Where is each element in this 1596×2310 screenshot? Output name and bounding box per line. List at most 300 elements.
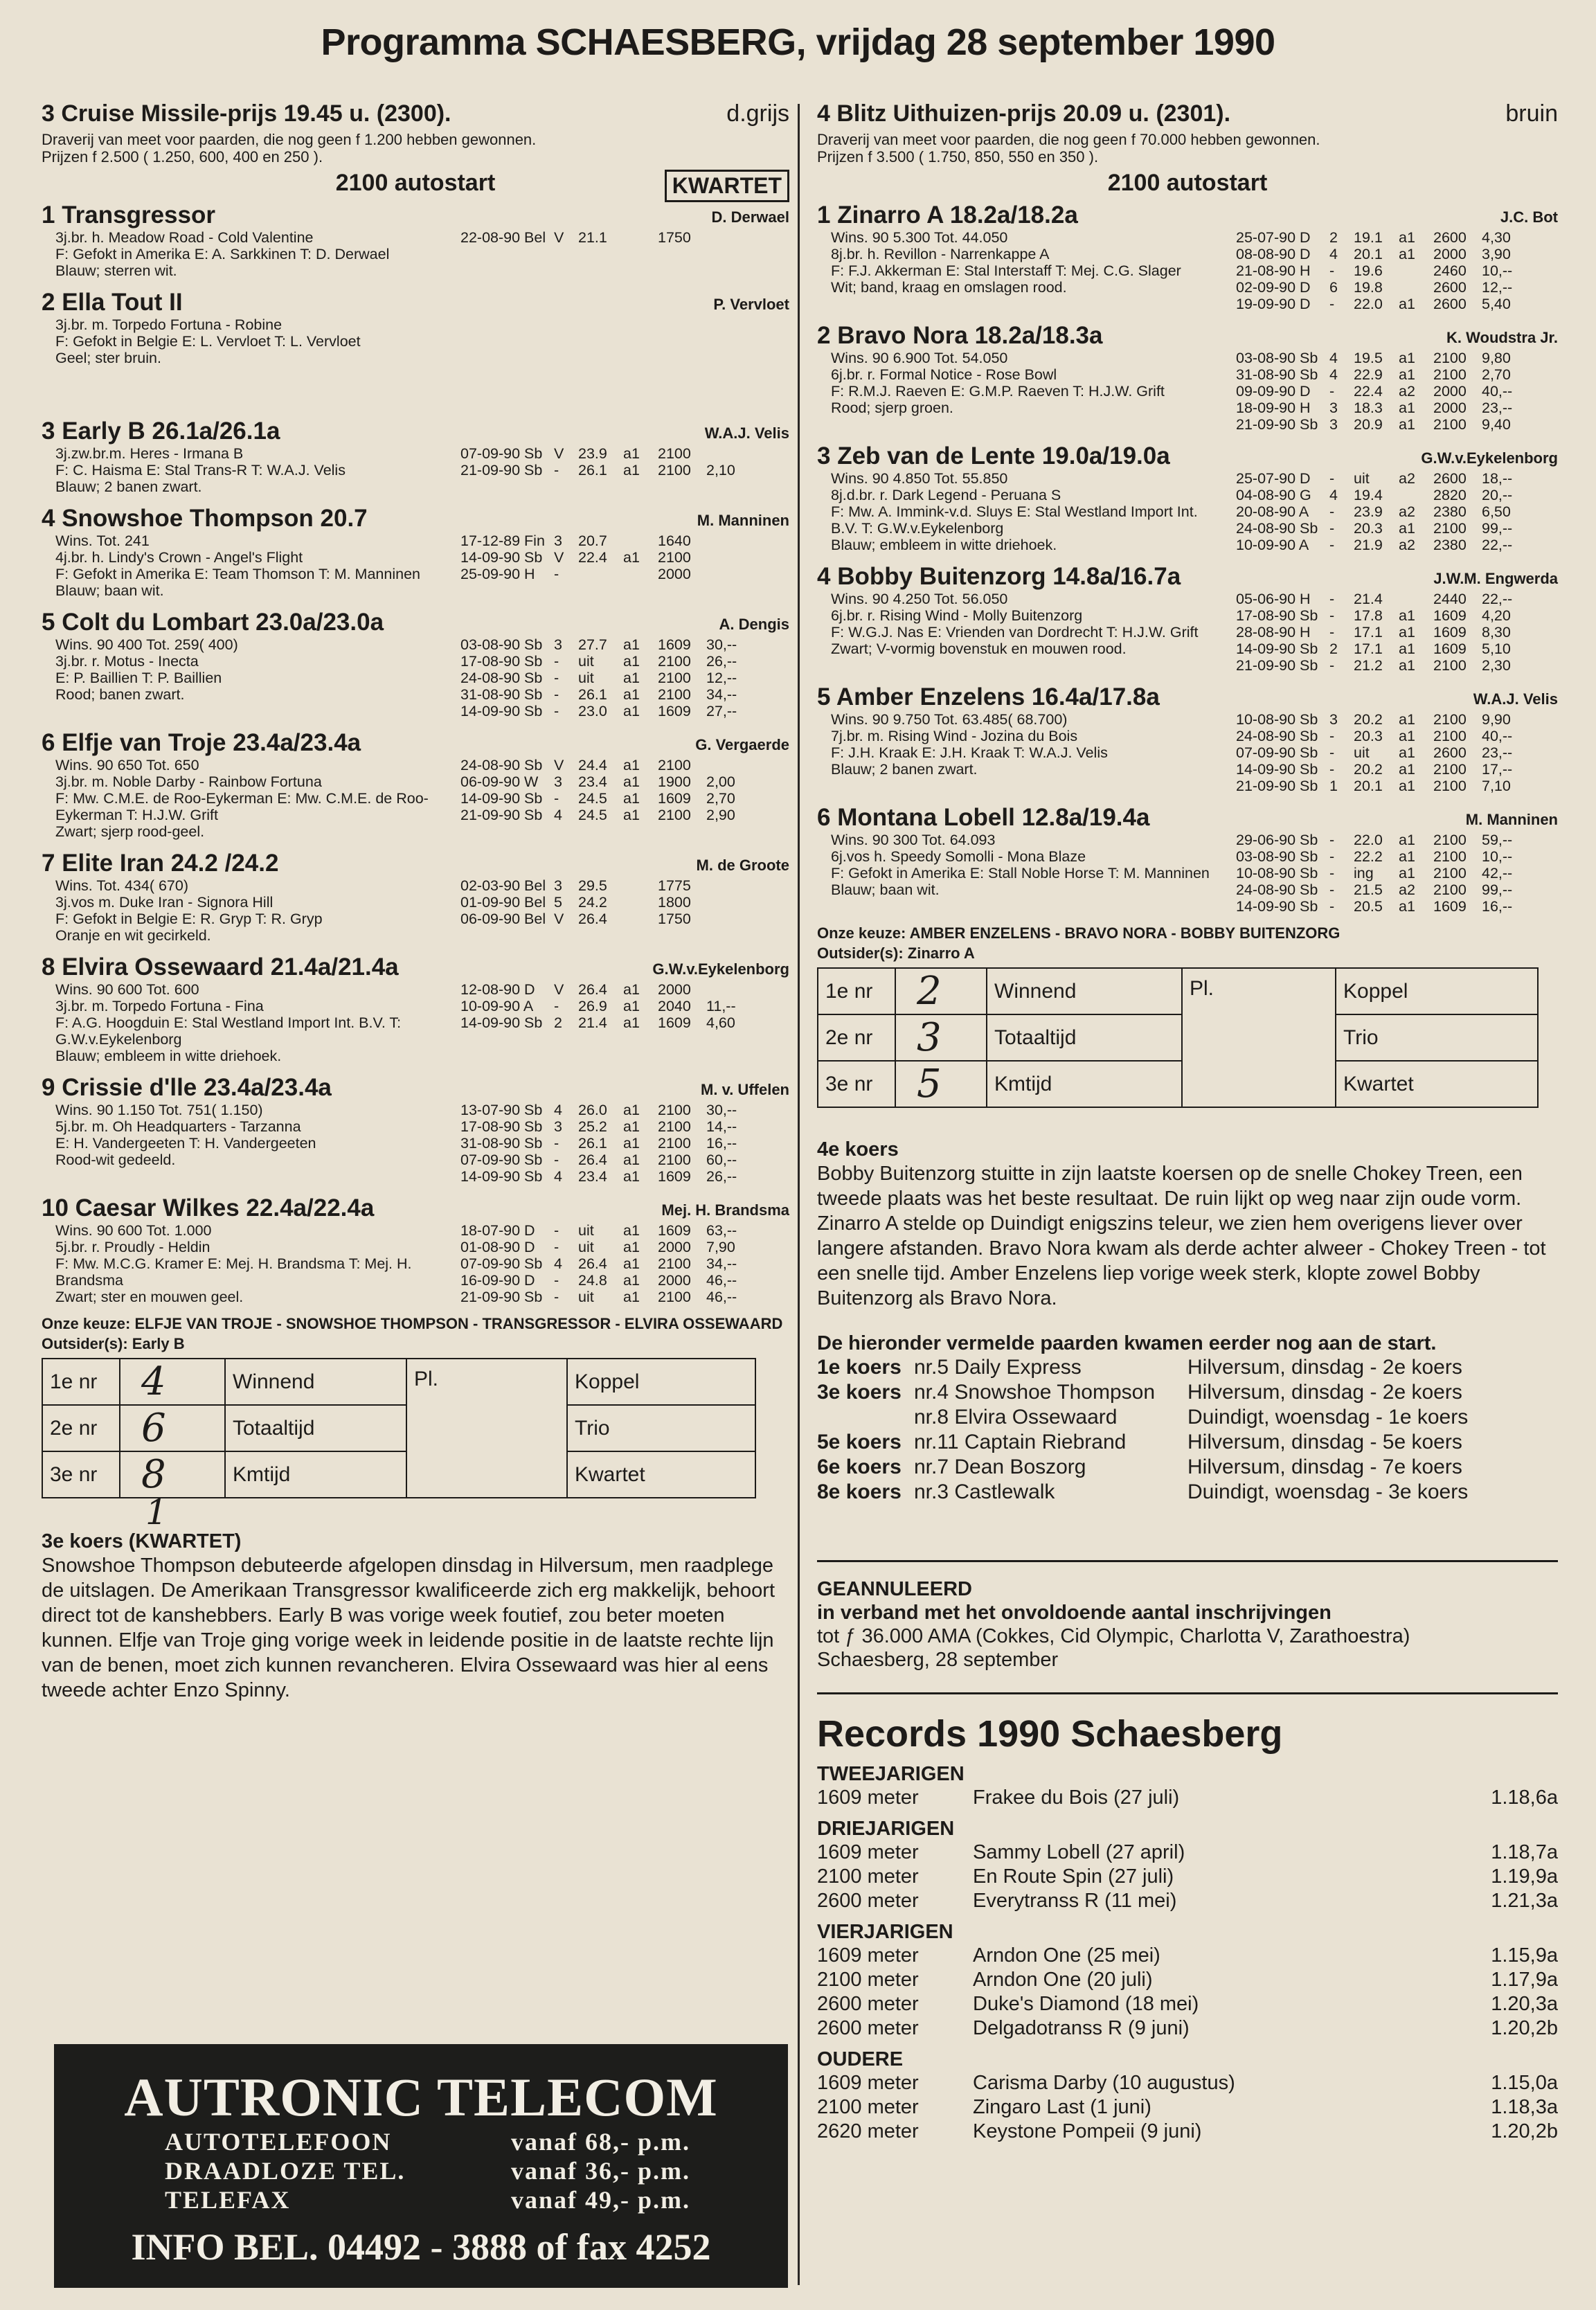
start-cell: a1: [623, 653, 640, 670]
horse-info-line: 6j.br. r. Rising Wind - Molly Buitenzorg: [831, 607, 1083, 624]
start-cell: a2: [1399, 503, 1415, 520]
handwritten-extra: 1: [145, 1492, 168, 1532]
race-comment: Snowshoe Thompson debuteerde afgelopen dinsdag in Hilversum, men raadplege de uitslagen. De Amerikaan Transgressor kwalificeerde zich erg makkelijk, behoort direct tot de kanshebbers. Early B was vorige week foutief, zou beter moeten kunnen. Elfje van Troje ging vorige week in leidende positie in de laatste rechte lijn van de benen, moet zich kunnen revancheren. Elvira Ossewaard was hier al eens tweede achter Enzo Spinny.: [42, 1555, 775, 1701]
start-cell: a1: [1399, 711, 1415, 728]
bet-form: [42, 1358, 756, 1498]
start-cell: 22.0: [1354, 832, 1383, 848]
start-cell: 7,10: [1482, 778, 1511, 794]
horse-info: [831, 470, 1219, 553]
ad-offer-price: vanaf 49,- p.m.: [511, 2186, 691, 2214]
record-time: 1.18,6a: [1491, 1787, 1558, 1809]
start-cell: -: [554, 670, 559, 686]
start-cell: 3: [554, 532, 562, 549]
start-cell: a1: [1399, 657, 1415, 674]
record-distance: 2600 meter: [817, 1890, 919, 1912]
start-cell: -: [1329, 832, 1335, 848]
record-group-heading: DRIEJARIGEN: [817, 1818, 955, 1840]
start-cell: V: [554, 229, 564, 246]
start-cell: uit: [1354, 744, 1370, 761]
start-cell: -: [1329, 744, 1335, 761]
race-header: [42, 100, 789, 131]
start-cell: 2100: [658, 653, 691, 670]
record-time: 1.15,0a: [1491, 2072, 1558, 2094]
start-cell: 20.1: [1354, 778, 1383, 794]
horse-name: 1 Transgressor: [42, 202, 215, 229]
start-cell: 26.4: [578, 981, 607, 998]
start-cell: 18-07-90 D: [460, 1222, 535, 1239]
start-cell: 1609: [658, 1222, 691, 1239]
start-cell: 2100: [1433, 657, 1467, 674]
earlier-horse: nr.11 Captain Riebrand: [914, 1431, 1127, 1453]
ad-offer-price: vanaf 36,- p.m.: [511, 2157, 691, 2185]
start-cell: 10,--: [1482, 262, 1513, 279]
horse-info-line: 4j.br. h. Lindy's Crown - Angel's Flight: [55, 549, 303, 566]
start-cell: 23.9: [1354, 503, 1383, 520]
start-cell: 2100: [658, 1152, 691, 1168]
start-cell: 22,--: [1482, 537, 1513, 553]
start-cell: a1: [623, 757, 640, 773]
record-distance: 1609 meter: [817, 1944, 919, 1967]
horse-entry: [42, 202, 789, 279]
start-cell: 2100: [1433, 520, 1467, 537]
earlier-where: Duindigt, woensdag - 1e koers: [1187, 1406, 1469, 1429]
start-cell: 14,--: [706, 1118, 737, 1135]
horse-info-line: Zwart; sjerp rood-geel.: [55, 823, 205, 840]
outsiders: Outsider(s): Zinarro A: [817, 944, 975, 962]
record-distance: 2620 meter: [817, 2120, 919, 2142]
horse-info-line: 6j.vos h. Speedy Somolli - Mona Blaze: [831, 848, 1086, 865]
horse-name: 5 Colt du Lombart 23.0a/23.0a: [42, 609, 384, 636]
horse-driver: J.C. Bot: [1500, 208, 1558, 226]
horse-info: [831, 350, 1219, 416]
start-cell: 10-08-90 Sb: [1236, 711, 1318, 728]
record-row: [817, 2016, 1558, 2041]
horse-driver: G. Vergaerde: [695, 736, 789, 753]
horse-info-line: F: C. Haisma E: Stal Trans-R T: W.A.J. Velis: [55, 462, 346, 478]
start-cell: 1640: [658, 532, 691, 549]
start-cell: 1609: [658, 636, 691, 653]
horse-info-line: Rood-wit gedeeld.: [55, 1152, 176, 1168]
horse-name: 2 Bravo Nora 18.2a/18.3a: [817, 322, 1103, 349]
start-cell: a1: [623, 981, 640, 998]
start-cell: a1: [1399, 416, 1415, 433]
start-cell: -: [1329, 898, 1335, 915]
start-cell: 10-08-90 Sb: [1236, 865, 1318, 881]
start-cell: 4: [554, 1102, 562, 1118]
record-row: [817, 1841, 1558, 1865]
start-cell: 17,--: [1482, 761, 1513, 778]
start-cell: 26,--: [706, 1168, 737, 1185]
start-cell: -: [1329, 624, 1335, 641]
start-cell: a1: [623, 1239, 640, 1255]
horse-info-line: 3j.br. m. Torpedo Fortuna - Robine: [55, 316, 283, 333]
start-cell: -: [554, 1135, 559, 1152]
start-cell: 2440: [1433, 591, 1467, 607]
start-cell: a1: [1399, 761, 1415, 778]
cancelled-races: tot ƒ 36.000 AMA (Cokkes, Cid Olympic, Charlotta V, Zarathoestra): [817, 1625, 1410, 1647]
start-cell: 10-09-90 A: [1236, 537, 1309, 553]
start-cell: 12-08-90 D: [460, 981, 535, 998]
start-cell: a1: [623, 1289, 640, 1305]
start-cell: 2,00: [706, 773, 735, 790]
bet-pick-2[interactable]: [895, 1014, 987, 1061]
start-cell: 2100: [658, 1255, 691, 1272]
start-cell: 2000: [658, 1272, 691, 1289]
start-cell: 2100: [658, 462, 691, 478]
horse-info-line: Wins. 90 600 Tot. 1.000: [55, 1222, 212, 1239]
ad-offer-price: vanaf 68,- p.m.: [511, 2128, 691, 2156]
start-cell: 2100: [658, 807, 691, 823]
start-cell: a1: [623, 807, 640, 823]
start-cell: 14-09-90 Sb: [460, 1014, 543, 1031]
horse-info-line: F: W.G.J. Nas E: Vrienden van Dordrecht T: H.J.W. Grift: [831, 624, 1199, 641]
start-cell: 24-08-90 Sb: [460, 757, 543, 773]
start-cell: -: [1329, 728, 1335, 744]
earlier-race: 5e koers: [817, 1431, 902, 1453]
start-cell: 2600: [1433, 470, 1467, 487]
column-divider: [798, 104, 800, 2285]
record-time: 1.20,3a: [1491, 1993, 1558, 2015]
start-cell: a1: [623, 1152, 640, 1168]
start-cell: a1: [623, 686, 640, 703]
start-cell: 21.2: [1354, 657, 1383, 674]
horse-name: 4 Snowshoe Thompson 20.7: [42, 505, 368, 532]
record-row: [817, 1786, 1558, 1810]
start-cell: -: [1329, 520, 1335, 537]
start-cell: 30,--: [706, 1102, 737, 1118]
start-cell: 1900: [658, 773, 691, 790]
start-cell: 17-08-90 Sb: [460, 1118, 543, 1135]
horse-info-line: Wins. Tot. 241: [55, 532, 150, 549]
start-cell: 2600: [1433, 229, 1467, 246]
start-cell: a1: [1399, 848, 1415, 865]
start-cell: -: [1329, 262, 1335, 279]
start-cell: 63,--: [706, 1222, 737, 1239]
start-cell: -: [1329, 503, 1335, 520]
start-cell: 2000: [658, 566, 691, 582]
horse-driver: D. Derwael: [711, 208, 789, 226]
horse-info-line: Oranje en wit gecirkeld.: [55, 927, 211, 944]
horse-info-line: Geel; ster bruin.: [55, 350, 161, 366]
start-cell: 26.0: [578, 1102, 607, 1118]
start-cell: a1: [623, 462, 640, 478]
start-cell: uit: [578, 670, 594, 686]
horse-driver: K. Woudstra Jr.: [1446, 329, 1558, 346]
start-cell: 22.9: [1354, 366, 1383, 383]
comment-heading: 3e koers (KWARTET): [42, 1530, 242, 1552]
earlier-start-row: [817, 1380, 1558, 1405]
earlier-start-row: [817, 1455, 1558, 1480]
start-cell: 2000: [1433, 383, 1467, 400]
start-cell: 01-09-90 Bel: [460, 894, 546, 911]
horse-info-line: 3j.br. m. Torpedo Fortuna - Fina: [55, 998, 264, 1014]
start-cell: 13-07-90 Sb: [460, 1102, 543, 1118]
start-cell: 2040: [658, 998, 691, 1014]
race-title: 3 Cruise Missile-prijs 19.45 u. (2300).: [42, 100, 451, 127]
start-cell: 11,--: [706, 998, 736, 1014]
start-cell: V: [554, 981, 564, 998]
horse-info: [55, 316, 443, 366]
earlier-horse: nr.7 Dean Boszorg: [914, 1456, 1086, 1478]
start-cell: 21-08-90 H: [1236, 262, 1311, 279]
start-cell: 23,--: [1482, 400, 1513, 416]
horse-name: 3 Early B 26.1a/26.1a: [42, 418, 280, 445]
start-cell: 3: [1329, 400, 1338, 416]
record-distance: 2600 meter: [817, 2017, 919, 2039]
start-cell: a1: [1399, 865, 1415, 881]
earlier-start-row: [817, 1355, 1558, 1380]
start-cell: 4: [1329, 350, 1338, 366]
start-cell: -: [554, 462, 559, 478]
race-comment: Bobby Buitenzorg stuitte in zijn laatste koersen op de snelle Chokey Treen, een tweede plaats was het beste resultaat. De ruin lijkt op weg naar zijn oude vorm. Zinarro A stelde op Duindigt enigszins teleur, we zien hem overigens liever over langere afstanden. Bravo Nora kwam als derde achter alweer - Chokey Treen - tot een snelle tijd. Amber Enzelens liep vorige week sterk, klopte zowel Bobby Buitenzorg als Bravo Nora.: [817, 1163, 1546, 1309]
start-cell: -: [1329, 296, 1335, 312]
start-cell: V: [554, 445, 564, 462]
start-cell: 2,10: [706, 462, 735, 478]
start-cell: 4: [554, 1168, 562, 1185]
start-cell: 21.4: [578, 1014, 607, 1031]
horse-info: [55, 757, 443, 840]
start-cell: a1: [623, 1255, 640, 1272]
start-cell: 2600: [1433, 279, 1467, 296]
start-cell: 2100: [658, 1118, 691, 1135]
record-horse: Zingaro Last (1 juni): [973, 2096, 1151, 2118]
record-distance: 2100 meter: [817, 2096, 919, 2118]
record-horse: Carisma Darby (10 augustus): [973, 2072, 1235, 2094]
record-time: 1.15,9a: [1491, 1944, 1558, 1967]
start-cell: -: [1329, 537, 1335, 553]
start-cell: 2460: [1433, 262, 1467, 279]
start-cell: a1: [1399, 246, 1415, 262]
start-cell: 2000: [658, 1239, 691, 1255]
bet-pick-3[interactable]: [120, 1451, 225, 1498]
record-horse: Everytranss R (11 mei): [973, 1890, 1177, 1912]
horse-driver: G.W.v.Eykelenborg: [1421, 449, 1558, 467]
start-cell: 2100: [1433, 728, 1467, 744]
start-cell: 21-09-90 Sb: [1236, 778, 1318, 794]
start-cell: 4: [1329, 246, 1338, 262]
start-cell: a1: [1399, 624, 1415, 641]
start-cell: 02-03-90 Bel: [460, 877, 546, 894]
bet-pick-3[interactable]: [895, 1061, 987, 1107]
start-cell: 23.9: [578, 445, 607, 462]
record-group-heading: VIERJARIGEN: [817, 1921, 953, 1943]
bet-type-totaaltijd: Totaaltijd: [225, 1405, 406, 1451]
horse-entry: [817, 563, 1558, 674]
start-cell: 24.2: [578, 894, 607, 911]
earlier-horse: nr.5 Daily Express: [914, 1356, 1082, 1379]
start-cell: 26.9: [578, 998, 607, 1014]
page-title: Programma SCHAESBERG, vrijdag 28 september 1990: [321, 21, 1275, 63]
record-group-heading: TWEEJARIGEN: [817, 1763, 965, 1785]
horse-info-line: Rood; banen zwart.: [55, 686, 185, 703]
bet-kwartet: Kwartet: [1336, 1061, 1538, 1107]
start-cell: a1: [623, 1168, 640, 1185]
start-cell: 14-09-90 Sb: [460, 790, 543, 807]
horse-info: [55, 532, 443, 599]
start-cell: 20.9: [1354, 416, 1383, 433]
start-cell: -: [554, 686, 559, 703]
start-cell: 21.1: [578, 229, 607, 246]
ad-contact: INFO BEL. 04492 - 3888 of fax 4252: [131, 2226, 711, 2268]
start-cell: 1609: [1433, 898, 1467, 915]
horse-info-line: Wins. 90 4.850 Tot. 55.850: [831, 470, 1008, 487]
start-cell: -: [1329, 761, 1335, 778]
outsiders: Outsider(s): Early B: [42, 1335, 185, 1352]
horse-driver: Mej. H. Brandsma: [661, 1201, 789, 1219]
bet-nr-3: 3e nr: [818, 1061, 895, 1107]
bet-pick-2[interactable]: [120, 1405, 225, 1451]
start-cell: uit: [578, 653, 594, 670]
start-cell: 16,--: [1482, 898, 1513, 915]
start-cell: 2,90: [706, 807, 735, 823]
cancelled-notice: [817, 1560, 1558, 1672]
horse-info-line: Wins. 90 4.250 Tot. 56.050: [831, 591, 1008, 607]
horse-info-line: Rood; sjerp groen.: [831, 400, 953, 416]
start-cell: 30,--: [706, 636, 737, 653]
start-cell: 20.5: [1354, 898, 1383, 915]
horse-info: [831, 832, 1219, 898]
earlier-where: Hilversum, dinsdag - 5e koers: [1187, 1431, 1462, 1453]
start-cell: 31-08-90 Sb: [460, 1135, 543, 1152]
record-horse: Keystone Pompeii (9 juni): [973, 2120, 1202, 2142]
start-cell: -: [1329, 881, 1335, 898]
start-cell: uit: [578, 1222, 594, 1239]
start-cell: 1609: [1433, 641, 1467, 657]
horse-info-line: 3j.br. h. Meadow Road - Cold Valentine: [55, 229, 314, 246]
record-horse: Sammy Lobell (27 april): [973, 1841, 1185, 1863]
start-cell: 40,--: [1482, 383, 1513, 400]
record-horse: Arndon One (20 juli): [973, 1969, 1153, 1991]
earlier-race: 3e koers: [817, 1381, 902, 1404]
earlier-race: 8e koers: [817, 1480, 902, 1503]
record-distance: 1609 meter: [817, 2072, 919, 2094]
start-cell: a2: [1399, 383, 1415, 400]
horse-name: 7 Elite Iran 24.2 /24.2: [42, 850, 279, 877]
bet-pick-1[interactable]: [120, 1359, 225, 1405]
ad-offer-label: TELEFAX: [165, 2186, 291, 2214]
start-cell: V: [554, 911, 564, 927]
horse-entry: [42, 850, 789, 944]
start-cell: a1: [1399, 778, 1415, 794]
start-cell: 24.5: [578, 807, 607, 823]
start-cell: a1: [623, 1135, 640, 1152]
bet-nr-2: 2e nr: [818, 1014, 895, 1061]
record-horse: Delgadotranss R (9 juni): [973, 2017, 1190, 2039]
start-cell: 1800: [658, 894, 691, 911]
start-cell: 4: [554, 1255, 562, 1272]
bet-nr-1: 1e nr: [818, 968, 895, 1014]
start-cell: a2: [1399, 881, 1415, 898]
start-cell: 29-06-90 Sb: [1236, 832, 1318, 848]
horse-info-line: Wit; band, kraag en omslagen rood.: [831, 279, 1067, 296]
horse-info-line: Blauw; sterren wit.: [55, 262, 177, 279]
start-cell: 26.4: [578, 911, 607, 927]
horse-info-line: Wins. 90 6.900 Tot. 54.050: [831, 350, 1008, 366]
start-cell: a1: [623, 549, 640, 566]
bet-pick-1[interactable]: [895, 968, 987, 1014]
start-cell: 17.1: [1354, 641, 1383, 657]
horse-driver: M. Manninen: [697, 512, 789, 529]
start-cell: 9,80: [1482, 350, 1511, 366]
horse-name: 10 Caesar Wilkes 22.4a/22.4a: [42, 1194, 375, 1221]
start-cell: 2100: [1433, 881, 1467, 898]
horse-info-line: F: J.H. Kraak E: J.H. Kraak T: W.A.J. Velis: [831, 744, 1108, 761]
start-cell: 2000: [1433, 246, 1467, 262]
start-cell: 2100: [658, 1135, 691, 1152]
horse-info-line: Zwart; ster en mouwen geel.: [55, 1289, 244, 1305]
start-cell: 21.9: [1354, 537, 1383, 553]
start-cell: 3: [1329, 416, 1338, 433]
start-cell: 2: [1329, 641, 1338, 657]
start-cell: 1750: [658, 911, 691, 927]
start-cell: -: [554, 1289, 559, 1305]
horse-entry: [42, 289, 789, 408]
start-cell: 2100: [658, 670, 691, 686]
race-conditions: Draverij van meet voor paarden, die nog geen f 70.000 hebben gewonnen.: [817, 131, 1320, 148]
start-cell: 34,--: [706, 686, 737, 703]
horse-list: [817, 202, 1558, 915]
start-cell: a1: [623, 636, 640, 653]
start-cell: a1: [623, 703, 640, 719]
start-cell: 21-09-90 Sb: [1236, 657, 1318, 674]
bet-nr-1: 1e nr: [42, 1359, 120, 1405]
start-cell: 26.4: [578, 1152, 607, 1168]
start-cell: 3: [554, 773, 562, 790]
start-cell: -: [554, 998, 559, 1014]
horse-entry: [817, 202, 1558, 312]
horse-info: [831, 229, 1219, 296]
start-cell: 14-09-90 Sb: [1236, 641, 1318, 657]
start-cell: 12,--: [706, 670, 737, 686]
race-conditions: Draverij van meet voor paarden, die nog geen f 1.200 hebben gewonnen.: [42, 131, 537, 148]
horse-entry: [42, 505, 789, 599]
start-cell: 10-09-90 A: [460, 998, 534, 1014]
start-cell: 20-08-90 A: [1236, 503, 1309, 520]
start-cell: 28-08-90 H: [1236, 624, 1311, 641]
start-cell: 25.2: [578, 1118, 607, 1135]
start-cell: 1609: [1433, 607, 1467, 624]
start-cell: 02-09-90 D: [1236, 279, 1311, 296]
start-cell: 17.1: [1354, 624, 1383, 641]
horse-name: 8 Elvira Ossewaard 21.4a/21.4a: [42, 953, 399, 981]
ad-company: AUTRONIC TELECOM: [124, 2067, 718, 2127]
start-cell: 19-09-90 D: [1236, 296, 1311, 312]
start-cell: V: [554, 757, 564, 773]
horse-name: 3 Zeb van de Lente 19.0a/19.0a: [817, 442, 1170, 469]
comment-heading: 4e koers: [817, 1138, 899, 1161]
horse-info: [55, 877, 443, 944]
advertisement: [54, 2044, 788, 2288]
start-cell: -: [1329, 383, 1335, 400]
start-cell: 5,40: [1482, 296, 1511, 312]
start-cell: 20.1: [1354, 246, 1383, 262]
start-cell: 14-09-90 Sb: [460, 703, 543, 719]
start-cell: 3: [554, 1118, 562, 1135]
start-cell: 18-09-90 H: [1236, 400, 1311, 416]
start-cell: -: [1329, 470, 1335, 487]
start-cell: 06-09-90 Bel: [460, 911, 546, 927]
start-cell: 26.1: [578, 462, 607, 478]
handwritten-pick: 5: [917, 1062, 942, 1107]
start-cell: a1: [623, 1014, 640, 1031]
bet-trio: Trio: [567, 1405, 755, 1451]
horse-driver: J.W.M. Engwerda: [1433, 570, 1558, 587]
record-distance: 1609 meter: [817, 1841, 919, 1863]
start-cell: 6,50: [1482, 503, 1511, 520]
horse-info-line: 8j.d.br. r. Dark Legend - Peruana S: [831, 487, 1061, 503]
record-group-heading: OUDERE: [817, 2048, 904, 2070]
start-cell: 1609: [658, 790, 691, 807]
